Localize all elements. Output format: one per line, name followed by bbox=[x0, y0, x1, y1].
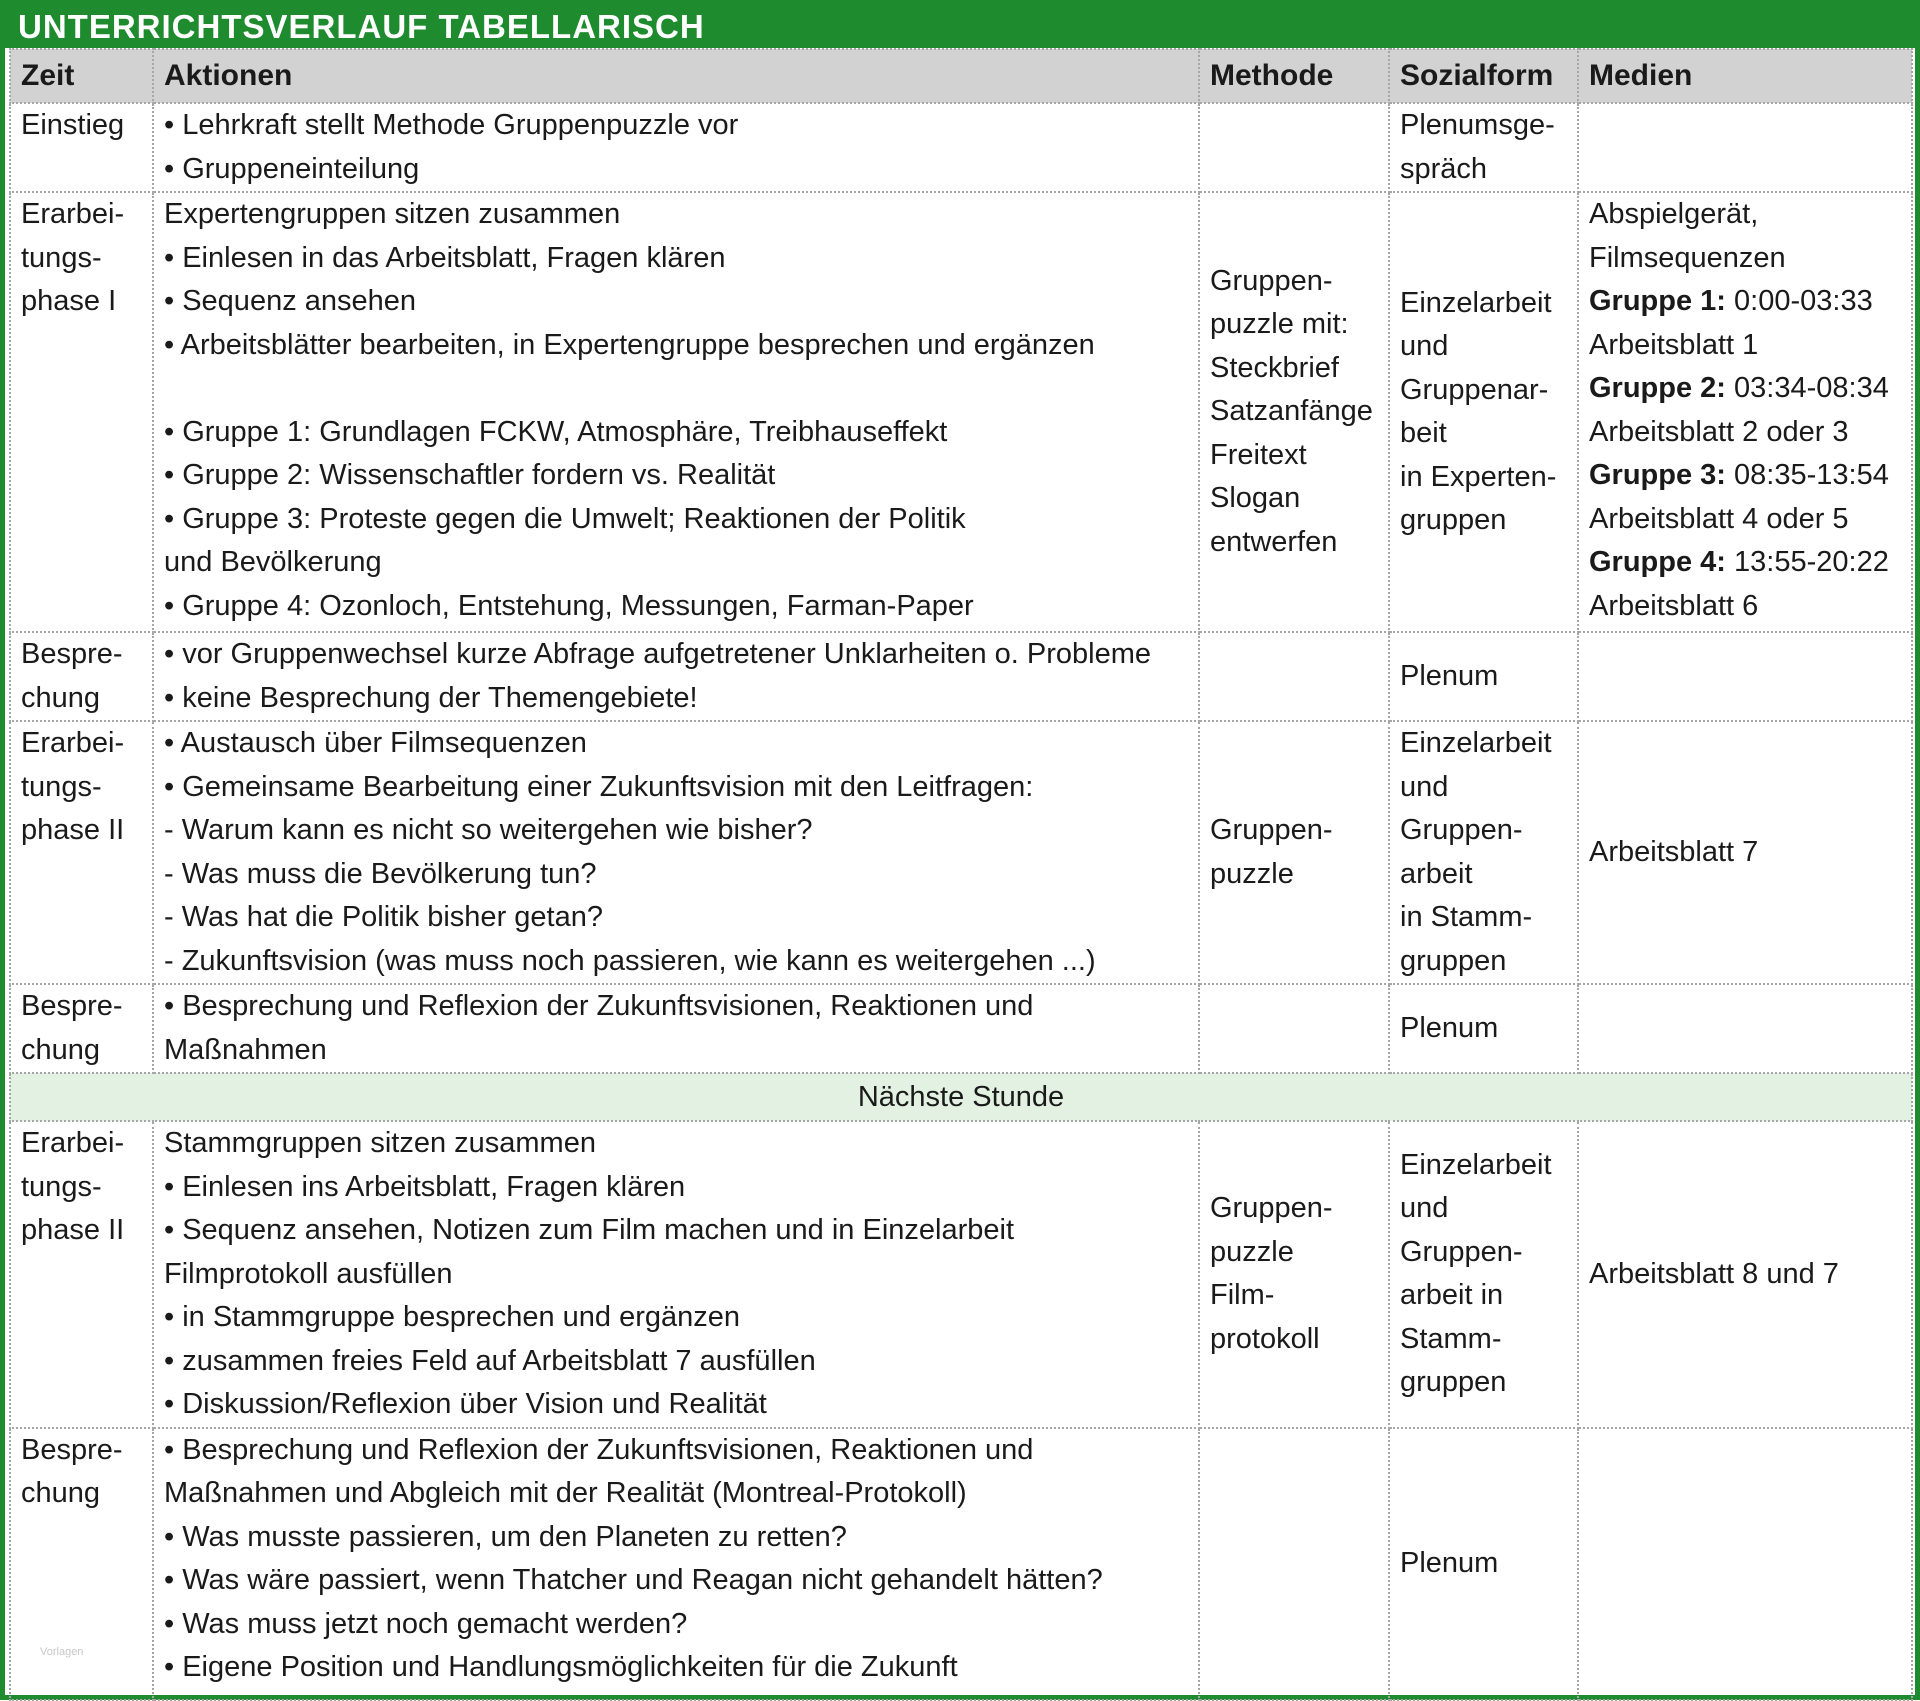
cell-line: • Arbeitsblätter bearbeiten, in Expertengruppe besprechen und ergänzen bbox=[164, 328, 1095, 361]
table-row bbox=[10, 632, 1912, 721]
cell-line: chung bbox=[21, 1477, 101, 1509]
cell-spacer-line bbox=[164, 367, 1188, 411]
media-group-line bbox=[1589, 454, 1901, 498]
cell-line: • Einlesen ins Arbeitsblatt, Fragen klären bbox=[164, 1170, 686, 1203]
cell-line: • Austausch über Filmsequenzen bbox=[164, 727, 587, 759]
media-group-label: Gruppe 2: bbox=[1589, 372, 1726, 404]
cell-line: - Zukunftsvision (was muss noch passieren, wie kann es weitergehen ...) bbox=[164, 944, 1096, 977]
cell-sozialform bbox=[1389, 1428, 1578, 1700]
cell-line: • Gruppe 3: Proteste gegen die Umwelt; Reaktionen der Politik bbox=[164, 502, 966, 535]
cell-methode bbox=[1199, 192, 1389, 632]
cell-line: Abspielgerät, bbox=[1589, 198, 1759, 230]
cell-line: chung bbox=[21, 1033, 101, 1066]
cell-line: Bespre- bbox=[21, 1433, 123, 1466]
cell-line: Erarbei- bbox=[21, 1127, 125, 1159]
cell-line: • Sequenz ansehen bbox=[164, 285, 417, 317]
cell-line: Plenum bbox=[1400, 659, 1499, 692]
table-row bbox=[10, 103, 1912, 192]
cell-methode bbox=[1199, 1428, 1389, 1700]
lesson-plan-table bbox=[9, 48, 1913, 1701]
table-row bbox=[10, 192, 1912, 632]
cell-line: phase II bbox=[21, 1214, 125, 1246]
header-medien: Medien bbox=[1578, 49, 1912, 103]
cell-medien bbox=[1578, 103, 1912, 192]
cell-line: • Was musste passieren, um den Planeten zu retten? bbox=[164, 1520, 847, 1553]
cell-aktionen bbox=[153, 721, 1199, 984]
cell-line: • Gruppe 1: Grundlagen FCKW, Atmosphäre, Treibhauseffekt bbox=[164, 415, 948, 448]
cell-line: in Experten- bbox=[1400, 460, 1557, 493]
cell-methode bbox=[1199, 1121, 1389, 1428]
cell-line: phase II bbox=[21, 814, 125, 846]
cell-medien bbox=[1578, 1428, 1912, 1700]
cell-methode bbox=[1199, 632, 1389, 721]
cell-line: Filmprotokoll ausfüllen bbox=[164, 1257, 453, 1290]
media-group-label: Gruppe 3: bbox=[1589, 459, 1726, 491]
cell-zeit bbox=[10, 103, 153, 192]
cell-aktionen bbox=[153, 1121, 1199, 1428]
cell-line: Satzanfänge bbox=[1210, 395, 1373, 428]
cell-line: • Gruppe 4: Ozonloch, Entstehung, Messungen, Farman-Paper bbox=[164, 589, 974, 622]
section-label: Nächste Stunde bbox=[10, 1073, 1912, 1121]
cell-medien bbox=[1578, 984, 1912, 1073]
cell-line: arbeit in bbox=[1400, 1279, 1504, 1312]
cell-line: • Gruppe 2: Wissenschaftler fordern vs. Realität bbox=[164, 459, 776, 491]
header-methode: Methode bbox=[1199, 49, 1389, 103]
cell-line: - Was muss die Bevölkerung tun? bbox=[164, 857, 597, 890]
table-row bbox=[10, 1428, 1912, 1700]
cell-sozialform bbox=[1389, 984, 1578, 1073]
cell-line: Gruppenar- bbox=[1400, 373, 1549, 406]
cell-line: Bespre- bbox=[21, 990, 123, 1022]
cell-line: und bbox=[1400, 1192, 1449, 1225]
cell-zeit bbox=[10, 192, 153, 632]
cell-aktionen bbox=[153, 984, 1199, 1073]
cell-medien bbox=[1578, 632, 1912, 721]
cell-line: Gruppen- bbox=[1210, 264, 1333, 297]
watermark: Vorlagen bbox=[40, 1646, 84, 1658]
cell-line: und bbox=[1400, 330, 1449, 362]
cell-line: puzzle bbox=[1210, 857, 1294, 890]
cell-line: gruppen bbox=[1400, 944, 1507, 977]
media-group-sheet: Arbeitsblatt 1 bbox=[1589, 328, 1759, 361]
cell-line: • vor Gruppenwechsel kurze Abfrage aufgetretener Unklarheiten o. Probleme bbox=[164, 638, 1152, 670]
cell-line: Arbeitsblatt 7 bbox=[1589, 835, 1759, 868]
cell-line: Slogan bbox=[1210, 482, 1301, 515]
cell-methode bbox=[1199, 103, 1389, 192]
cell-line: Film- bbox=[1210, 1279, 1275, 1312]
cell-medien bbox=[1578, 721, 1912, 984]
header-zeit: Zeit bbox=[10, 49, 153, 103]
cell-line: und bbox=[1400, 770, 1449, 803]
cell-line: - Was hat die Politik bisher getan? bbox=[164, 901, 603, 933]
cell-aktionen bbox=[153, 103, 1199, 192]
cell-aktionen bbox=[153, 632, 1199, 721]
table-header-row bbox=[10, 49, 1912, 103]
cell-medien bbox=[1578, 1121, 1912, 1428]
cell-sozialform bbox=[1389, 103, 1578, 192]
media-group-line bbox=[1589, 541, 1901, 585]
media-group-sheet: Arbeitsblatt 2 oder 3 bbox=[1589, 415, 1849, 448]
cell-zeit bbox=[10, 1121, 153, 1428]
cell-line: Plenum bbox=[1400, 1011, 1499, 1044]
cell-line: Maßnahmen und Abgleich mit der Realität (Montreal-Protokoll) bbox=[164, 1477, 967, 1509]
cell-line: spräch bbox=[1400, 152, 1488, 185]
cell-line: in Stamm- bbox=[1400, 901, 1533, 933]
cell-line: • Diskussion/Reflexion über Vision und Realität bbox=[164, 1388, 767, 1420]
media-group-line bbox=[1589, 367, 1901, 411]
media-group-label: Gruppe 1: bbox=[1589, 285, 1726, 317]
cell-line: • Lehrkraft stellt Methode Gruppenpuzzle vor bbox=[164, 109, 739, 141]
cell-line: • Was wäre passiert, wenn Thatcher und Reagan nicht gehandelt hätten? bbox=[164, 1564, 1103, 1596]
cell-zeit bbox=[10, 721, 153, 984]
cell-line: • Gemeinsame Bearbeitung einer Zukunftsvision mit den Leitfragen: bbox=[164, 770, 1034, 803]
cell-line: gruppen bbox=[1400, 504, 1507, 536]
media-group-time: 03:34-08:34 bbox=[1725, 372, 1889, 404]
cell-line: • Gruppeneinteilung bbox=[164, 152, 420, 185]
cell-line: Expertengruppen sitzen zusammen bbox=[164, 198, 621, 230]
media-group-time: 0:00-03:33 bbox=[1725, 285, 1873, 317]
cell-line: Gruppen- bbox=[1400, 1235, 1523, 1268]
header-aktionen: Aktionen bbox=[153, 49, 1199, 103]
cell-aktionen bbox=[153, 1428, 1199, 1700]
media-group-line bbox=[1589, 280, 1901, 324]
cell-line: Einzelarbeit bbox=[1400, 286, 1552, 319]
cell-methode bbox=[1199, 721, 1389, 984]
cell-zeit bbox=[10, 632, 153, 721]
cell-line: Einzelarbeit bbox=[1400, 1148, 1552, 1181]
page-title: UNTERRICHTSVERLAUF TABELLARISCH bbox=[5, 5, 1915, 48]
cell-line: gruppen bbox=[1400, 1366, 1507, 1399]
cell-line: Plenum bbox=[1400, 1546, 1499, 1579]
cell-line: • Einlesen in das Arbeitsblatt, Fragen klären bbox=[164, 241, 726, 274]
cell-line: • zusammen freies Feld auf Arbeitsblatt 7 ausfüllen bbox=[164, 1344, 816, 1377]
header-sozialform: Sozialform bbox=[1389, 49, 1578, 103]
cell-sozialform bbox=[1389, 192, 1578, 632]
cell-line: Gruppen- bbox=[1210, 814, 1333, 846]
cell-aktionen bbox=[153, 192, 1199, 632]
cell-methode bbox=[1199, 984, 1389, 1073]
media-group-time: 13:55-20:22 bbox=[1725, 546, 1889, 578]
table-row bbox=[10, 1121, 1912, 1428]
cell-line: arbeit bbox=[1400, 857, 1473, 890]
cell-line: • in Stammgruppe besprechen und ergänzen bbox=[164, 1301, 741, 1333]
cell-line: beit bbox=[1400, 417, 1447, 449]
cell-line: Erarbei- bbox=[21, 198, 125, 230]
cell-sozialform bbox=[1389, 721, 1578, 984]
cell-line: • Eigene Position und Handlungsmöglichkeiten für die Zukunft bbox=[164, 1651, 958, 1683]
cell-medien bbox=[1578, 192, 1912, 632]
cell-line: • Besprechung und Reflexion der Zukunftsvisionen, Reaktionen und bbox=[164, 1433, 1034, 1466]
cell-line: Gruppen- bbox=[1210, 1192, 1333, 1225]
cell-line: Bespre- bbox=[21, 638, 123, 670]
media-group-sheet: Arbeitsblatt 6 bbox=[1589, 589, 1759, 622]
cell-line: Steckbrief bbox=[1210, 351, 1339, 384]
cell-line: Erarbei- bbox=[21, 727, 125, 759]
cell-line: phase I bbox=[21, 285, 117, 317]
cell-line: Plenumsge- bbox=[1400, 109, 1555, 141]
cell-line: Arbeitsblatt 8 und 7 bbox=[1589, 1257, 1839, 1290]
media-group-time: 08:35-13:54 bbox=[1725, 459, 1889, 491]
cell-line: • Besprechung und Reflexion der Zukunftsvisionen, Reaktionen und bbox=[164, 990, 1034, 1022]
table-row bbox=[10, 984, 1912, 1073]
cell-zeit bbox=[10, 984, 153, 1073]
cell-line: • Was muss jetzt noch gemacht werden? bbox=[164, 1607, 688, 1640]
cell-line: entwerfen bbox=[1210, 525, 1338, 558]
cell-line: Stamm- bbox=[1400, 1322, 1502, 1355]
cell-line: puzzle mit: bbox=[1210, 308, 1349, 341]
cell-line: - Warum kann es nicht so weitergehen wie bisher? bbox=[164, 814, 813, 846]
cell-sozialform bbox=[1389, 1121, 1578, 1428]
cell-line: puzzle bbox=[1210, 1235, 1294, 1268]
media-group-label: Gruppe 4: bbox=[1589, 546, 1726, 578]
media-group-sheet: Arbeitsblatt 4 oder 5 bbox=[1589, 502, 1849, 535]
cell-line: Freitext bbox=[1210, 438, 1307, 471]
cell-line: Maßnahmen bbox=[164, 1033, 327, 1066]
cell-line: Gruppen- bbox=[1400, 814, 1523, 846]
cell-line: tungs- bbox=[21, 1170, 102, 1203]
cell-line: und Bevölkerung bbox=[164, 546, 382, 578]
cell-sozialform bbox=[1389, 632, 1578, 721]
cell-line: Filmsequenzen bbox=[1589, 241, 1786, 274]
cell-line: tungs- bbox=[21, 241, 102, 274]
cell-line: chung bbox=[21, 681, 101, 714]
cell-zeit bbox=[10, 1428, 153, 1700]
cell-line: protokoll bbox=[1210, 1322, 1320, 1355]
cell-line: • Sequenz ansehen, Notizen zum Film machen und in Einzelarbeit bbox=[164, 1214, 1015, 1246]
cell-line: Einzelarbeit bbox=[1400, 727, 1552, 759]
cell-line: Stammgruppen sitzen zusammen bbox=[164, 1127, 596, 1159]
table-row bbox=[10, 721, 1912, 984]
cell-line: Einstieg bbox=[21, 109, 125, 141]
cell-line: • keine Besprechung der Themengebiete! bbox=[164, 681, 698, 714]
cell-line: tungs- bbox=[21, 770, 102, 803]
section-row bbox=[10, 1073, 1912, 1121]
